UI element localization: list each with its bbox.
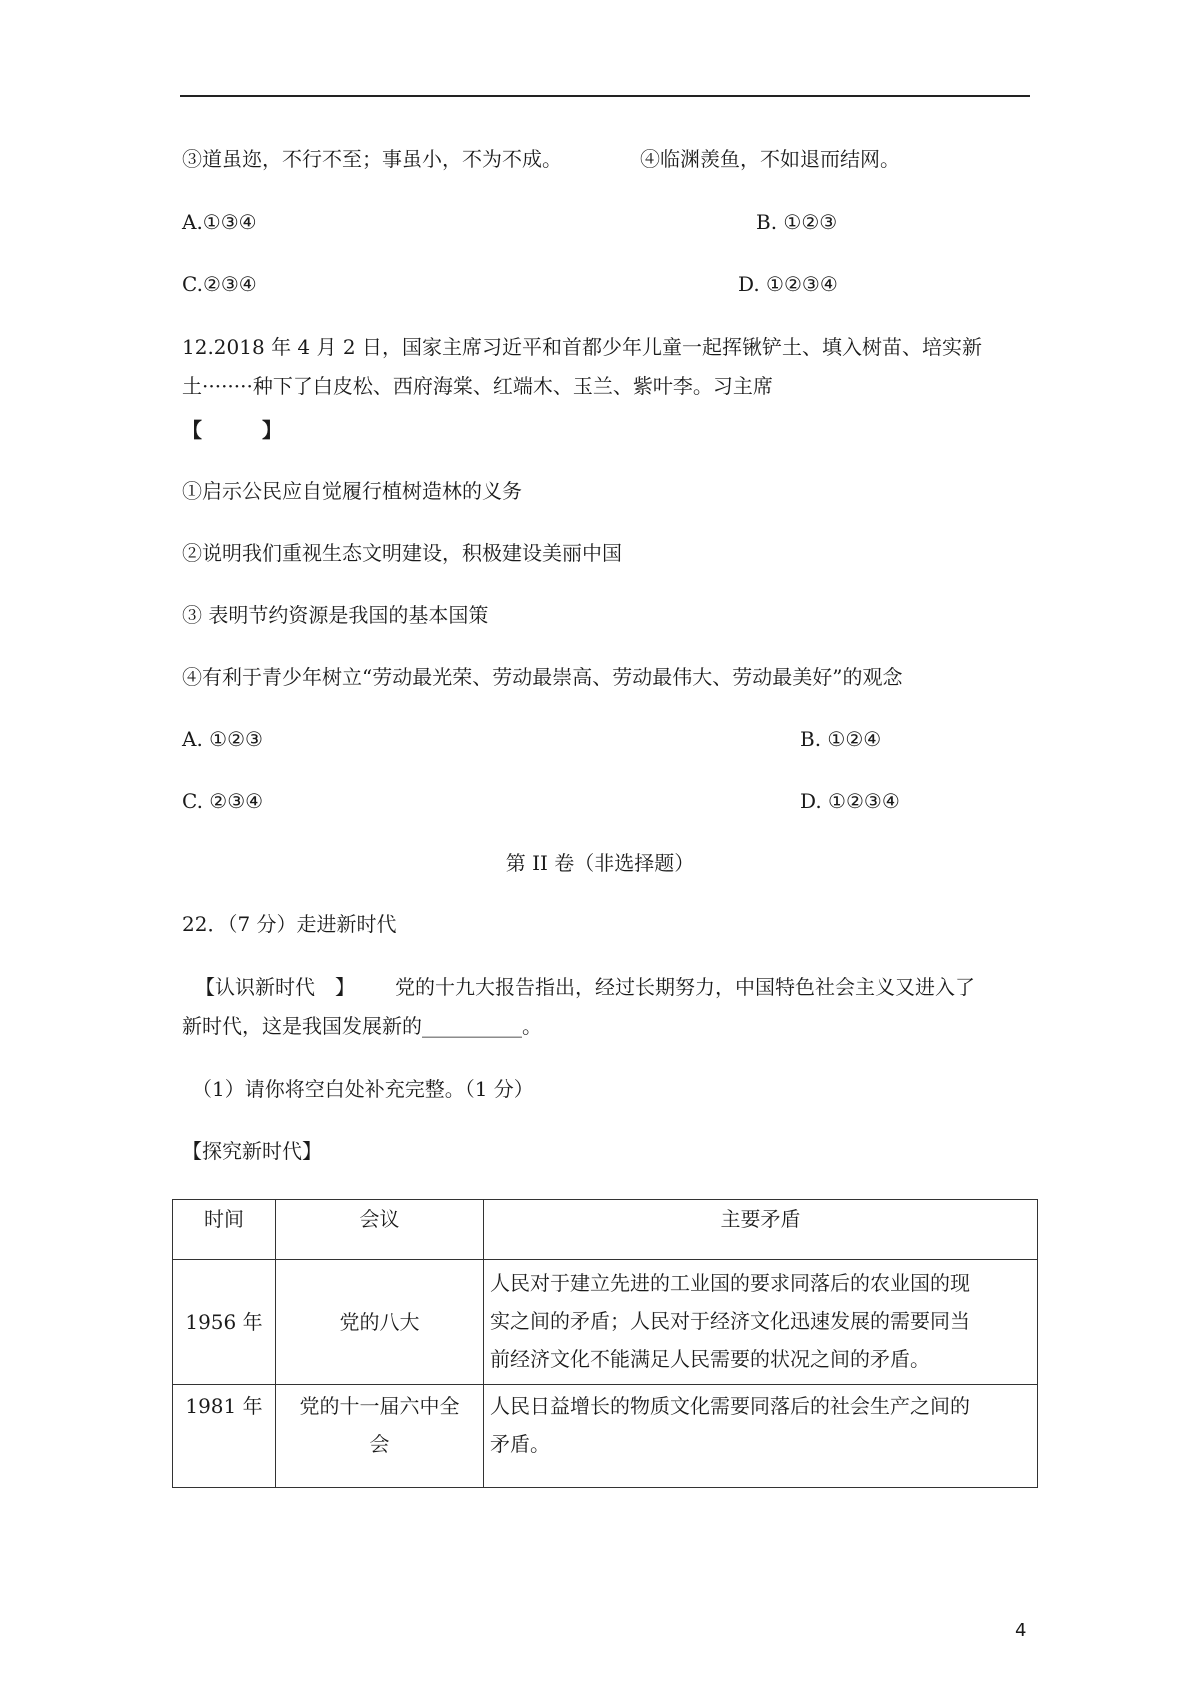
q11-option-d: D. ①②③④ (738, 272, 838, 296)
header-meeting: 会议 (276, 1200, 484, 1260)
cell-text-line: 矛盾。 (490, 1432, 550, 1456)
q12-item-3: ③ 表明节约资源是我国的基本国策 (182, 603, 489, 627)
cell-contradiction (484, 1385, 1038, 1488)
cell-text-line: 前经济文化不能满足人民需要的状况之间的矛盾。 (490, 1347, 930, 1371)
table-row (173, 1385, 1038, 1488)
cell-text-line: 实之间的矛盾；人民对于经济文化迅速发展的需要同当 (490, 1309, 970, 1333)
cell-contradiction (484, 1260, 1038, 1385)
header-rule (180, 95, 1030, 97)
page-number: 4 (1015, 1620, 1027, 1641)
q11-option-a: A.①③④ (182, 210, 257, 234)
cell-year: 1956 年 (173, 1260, 276, 1385)
q22-know-label: 【认识新时代 】 (195, 975, 355, 999)
cell-text-line: 人民对于建立先进的工业国的要求同落后的农业国的现 (490, 1271, 970, 1295)
section-title: 第 II 卷（非选择题） (505, 851, 695, 875)
q12-stem-line-1: 12.2018 年 4 月 2 日，国家主席习近平和首都少年儿童一起挥锹铲土、填入树苗、培实新 (182, 335, 982, 359)
q11-item-4: ④临渊羡鱼，不如退而结网。 (640, 147, 900, 171)
q11-option-b: B. ①②③ (756, 210, 838, 234)
q12-option-b: B. ①②④ (800, 727, 882, 751)
cell-meeting (276, 1385, 484, 1488)
q22-know-text-1: 党的十九大报告指出，经过长期努力，中国特色社会主义又进入了 (395, 975, 975, 999)
q12-answer-bracket: 【 】 (182, 418, 282, 442)
header-main-contradiction: 主要矛盾 (484, 1200, 1038, 1260)
table-row (173, 1260, 1038, 1385)
q11-item-3: ③道虽迩，不行不至；事虽小，不为不成。 (182, 147, 562, 171)
q12-option-a: A. ①②③ (182, 727, 263, 751)
q12-option-d: D. ①②③④ (800, 789, 900, 813)
q12-item-2: ②说明我们重视生态文明建设，积极建设美丽中国 (182, 541, 622, 565)
table-header-row (173, 1200, 1038, 1260)
q11-option-c: C.②③④ (182, 272, 257, 296)
q22-sub-question-1: （1）请你将空白处补充完整。（1 分） (192, 1077, 534, 1101)
q12-item-4: ④有利于青少年树立“劳动最光荣、劳动最崇高、劳动最伟大、劳动最美好”的观念 (182, 665, 903, 689)
q22-know-text-2: 新时代，这是我国发展新的__________。 (182, 1014, 542, 1038)
q22-explore-label: 【探究新时代】 (182, 1139, 322, 1163)
cell-meeting: 党的八大 (276, 1260, 484, 1385)
header-time: 时间 (173, 1200, 276, 1260)
cell-text-line: 人民日益增长的物质文化需要同落后的社会生产之间的 (490, 1394, 970, 1418)
cell-text-line: 党的十一届六中全 (299, 1394, 460, 1418)
q22-title: 22．（7 分）走进新时代 (182, 912, 397, 936)
cell-text-line: 会 (369, 1432, 390, 1456)
cell-year: 1981 年 (173, 1385, 276, 1488)
q12-option-c: C. ②③④ (182, 789, 264, 813)
q12-item-1: ①启示公民应自觉履行植树造林的义务 (182, 479, 522, 503)
q12-stem-line-2: 土········种下了白皮松、西府海棠、红端木、玉兰、紫叶李。习主席 (182, 374, 773, 398)
contradiction-table (172, 1199, 1038, 1488)
